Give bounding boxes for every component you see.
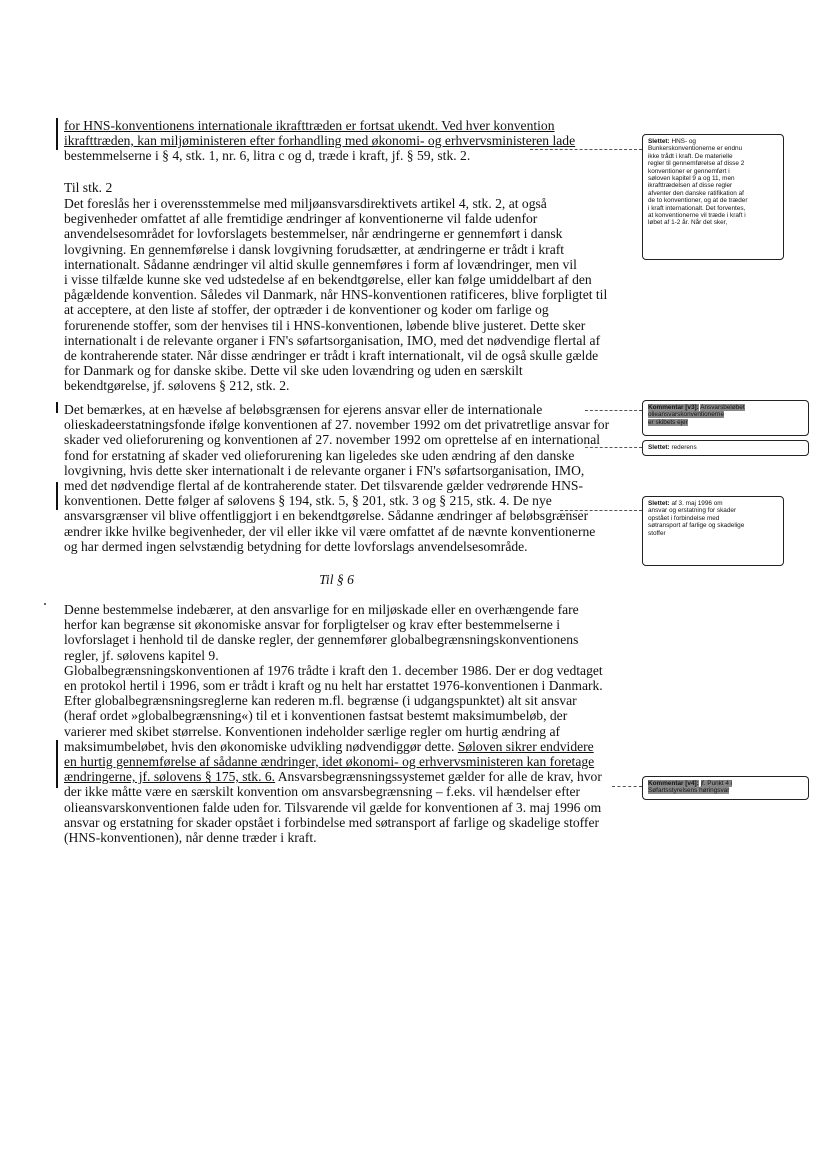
comment-label: Slettet: [648, 444, 670, 451]
text-line: bestemmelserne i § 4, stk. 1, nr. 6, litra c og d, træde i kraft, jf. § 59, stk. 2. [64, 148, 471, 164]
comment-text: stoffer [648, 529, 666, 537]
text-line: (heraf ordet »globalbegrænsning«) til et i konventionen fastsat bestemt maksimumbeløb, der [64, 708, 568, 724]
change-bar [56, 740, 58, 788]
comment-label: Kommentar [v3]: [648, 404, 699, 411]
text-line: herfor kan begrænse sit økonomiske ansvar for forpligtelser og krav efter bestemmelserne i [64, 617, 561, 633]
text-line: de kontraherende stater. Når disse ændringer er trådt i kraft internationalt, vil de også skulle gælde [64, 348, 599, 364]
change-bar [56, 402, 58, 413]
inserted-text: Søloven sikrer endvidere [457, 738, 594, 754]
comment-text: konventioner er gennemført i [648, 167, 730, 175]
text-line [64, 739, 609, 754]
text-line: begivenheder omfattet af alle fremtidige ændringer af konventionerne vil falde udenfor [64, 211, 538, 227]
comment-label: Slettet: [648, 138, 670, 145]
text-line: i visse tilfælde kunne ske ved udstedelse af en bekendtgørelse, eller kan følge umiddelbart af den [64, 272, 592, 288]
text-line: regler, jf. sølovens kapitel 9. [64, 647, 219, 663]
paragraph-block-1 [64, 118, 609, 164]
text-line: bekendtgørelse, jf. sølovens § 212, stk. 2. [64, 378, 290, 394]
text-line: med det nødvendige flertal af de kontraherende stater. Det tilsvarende gælder vedrørende HNS- [64, 478, 584, 494]
comment-text: løbet af 1-2 år. Når det sker, [648, 219, 728, 227]
paragraph-block-4 [64, 602, 609, 845]
comment-text: HNS- og [671, 138, 696, 145]
comment-text: søtransport af farlige og skadelige [648, 522, 745, 530]
stray-mark [44, 603, 46, 605]
comment-balloon-deleted[interactable] [642, 496, 784, 566]
inserted-text: ændringerne, jf. sølovens § 175, stk. 6. [64, 769, 276, 785]
text-line: en protokol hertil i 1996, som er trådt i kraft og nu helt har erstattet 1976-konventionen i Danmark. [64, 678, 603, 694]
comment-text: jf. Punkt 4 i [700, 780, 733, 787]
text-line: Denne bestemmelse indebærer, at den ansvarlige for en miljøskade eller en overhængende fare [64, 602, 579, 617]
text-line: ansvar og erstatning for skader opstået i forbindelse med søtransport af farlige og skadelige stoffer [64, 814, 600, 830]
text-run: maksimumbeløbet, hvis den økonomiske udvikling nødvendiggør dette. [64, 738, 455, 754]
comment-text: regler til gennemførelse af disse 2 [648, 160, 745, 168]
comment-connector [585, 447, 642, 448]
comment-text: ikrafttrædelsen af disse regler [648, 182, 733, 190]
text-line: Det foreslås her i overensstemmelse med miljøansvarsdirektivets artikel 4, stk. 2, at også [64, 196, 547, 211]
comment-text: Ansvarsbeløbet [700, 404, 745, 411]
text-line: anvendelsesområdet for lovforslagets bestemmelser, når ændringerne er gennemført i dansk [64, 226, 563, 242]
comment-connector [560, 510, 642, 511]
text-line: lovgivning. En gennemførelse i dansk lovgivning forudsætter, at ændringerne er trådt i kraft [64, 241, 565, 257]
paragraph-block-2 [64, 196, 609, 394]
text-line: Globalbegrænsningskonventionen af 1976 trådte i kraft den 1. december 1986. Der er dog vedtaget [64, 662, 603, 678]
comment-text: afventer den danske ratifikation af [648, 189, 744, 197]
text-run: Ansvarsbegrænsningssystemet gælder for alle de krav, hvor [277, 769, 602, 785]
text-line [64, 769, 609, 784]
section-heading-par6 [64, 572, 609, 587]
comment-text: ikke trådt i kraft. De materielle [648, 152, 733, 160]
comment-text: af 3. maj 1996 om [671, 500, 723, 507]
change-bar [56, 482, 58, 510]
comment-text: Søfartsstyrelsens høringsvar [648, 787, 730, 795]
text-line: der ikke måtte være en særskilt konvention om ansvarsbegrænsning – f.eks. vil hændelser efter [64, 784, 581, 800]
text-line: pågældende konvention. Således vil Danmark, når HNS-konventionen ratificeres, blive forpligtet til [64, 287, 608, 303]
comment-balloon-deleted[interactable] [642, 440, 809, 456]
text-line: ikrafttræden, kan miljøministeren efter forhandling med økonomi- og erhvervsministeren lade [64, 133, 576, 149]
comment-text: rederens [671, 444, 697, 451]
comment-label: Slettet: [648, 500, 670, 507]
text-line: varierer med skibet størrelse. Konventionen indeholder særlige regler om hurtig ændring af [64, 723, 561, 739]
comment-connector [585, 410, 642, 411]
inserted-text-line: en hurtig gennemførelse af sådanne ændringer, idet økonomi- og erhvervsministeren kan foretage [64, 754, 595, 770]
text-line: og har dermed ingen selvstændig betydning for dette lovforslags anvendelsesområde. [64, 538, 528, 554]
text-line: konventionen. Dette følger af sølovens § 194, stk. 5, § 201, stk. 3 og § 215, stk. 4. De nye [64, 493, 552, 509]
comment-text: olieansvarskonventionerne [648, 411, 725, 419]
comment-text: de to konventioner, og at de træder [648, 197, 748, 205]
comment-text: at konventionerne vil træde i kraft i [648, 212, 746, 220]
change-bar [56, 118, 58, 150]
section-heading-stk2 [64, 180, 609, 195]
text-line: skader ved olieforurening og konventionen af 27. november 1992 om oprettelse af en international [64, 432, 601, 448]
comment-connector [612, 786, 642, 787]
comment-balloon-v3[interactable] [642, 400, 809, 436]
heading-text: Til § 6 [319, 572, 354, 587]
comment-label: Kommentar [v4]: [648, 780, 699, 787]
text-line: ændrer ikke hvilke begivenheder, der vil eller ikke vil være omfattet af de nævnte konventionerne [64, 523, 596, 539]
comment-text: Bunkerskonventionerne er endnu [648, 145, 743, 153]
text-line: for HNS-konventionens internationale ikrafttræden er fortsat ukendt. Ved hver konvention [64, 118, 555, 133]
text-line: fond for erstatning af skader ved olieforurening kan ligeledes ske uden ændring af den danske [64, 447, 575, 463]
text-line: (HNS-konventionen), når denne træder i kraft. [64, 830, 317, 846]
text-line: internationalt i de relevante organer i FN's søfartsorganisation, IMO, med det nødvendige flertal af [64, 332, 601, 348]
text-line: Det bemærkes, at en hævelse af beløbsgrænsen for ejerens ansvar eller de internationale [64, 402, 543, 417]
comment-text: ansvar og erstatning for skader [648, 507, 737, 515]
comment-balloon-deleted[interactable] [642, 134, 784, 260]
paragraph-block-3 [64, 402, 609, 554]
comment-text: søloven kapitel 9 a og 11, men [648, 175, 735, 183]
text-line: Efter globalbegrænsningsreglerne kan rederen m.fl. begrænse (i udgangspunktet) alt sit ansvar [64, 693, 577, 709]
text-line: olieansvarskonventionen falde uden for. Tilsvarende vil gælde for konventionen af 3. maj 1996 om [64, 799, 602, 815]
text-line: internationalt. Sådanne ændringer vil altid skulle gennemføres i form af lovændringer, men vil [64, 256, 577, 272]
heading-text: Til stk. 2 [64, 180, 113, 195]
comment-text: er skibets ejer [648, 418, 688, 426]
text-line: olieskadeerstatningsfonde ifølge konventionen af 27. november 1992 om det privatretlige ansvar for [64, 417, 610, 433]
comment-text: i kraft internationalt. Det forventes, [648, 204, 746, 212]
text-line: for Danmark og for danske skibe. Dette vil ske uden lovændring og uden en særskilt [64, 363, 523, 379]
text-line: ansvarsgrænser vil blive offentliggjort i en bekendtgørelse. Sådanne ændringer af beløbsgrænser [64, 508, 589, 524]
comment-balloon-v4[interactable] [642, 776, 809, 800]
text-line: forurenende stoffer, som der henvises til i HNS-konventionen, løbende blive justeret. Dette sker [64, 317, 586, 333]
comment-connector [530, 149, 642, 150]
text-line: lovforslaget i henhold til de danske regler, der gennemfører globalbegrænsningskonventionens [64, 632, 579, 648]
text-line: lovgivning, hvis dette sker internationalt i de relevante organer i FN's søfartsorganisation, IMO, [64, 462, 585, 478]
comment-text: opstået i forbindelse med [648, 514, 720, 522]
text-line: at acceptere, at den liste af stoffer, der optræder i de konventioner og koder om farlige og [64, 302, 549, 318]
